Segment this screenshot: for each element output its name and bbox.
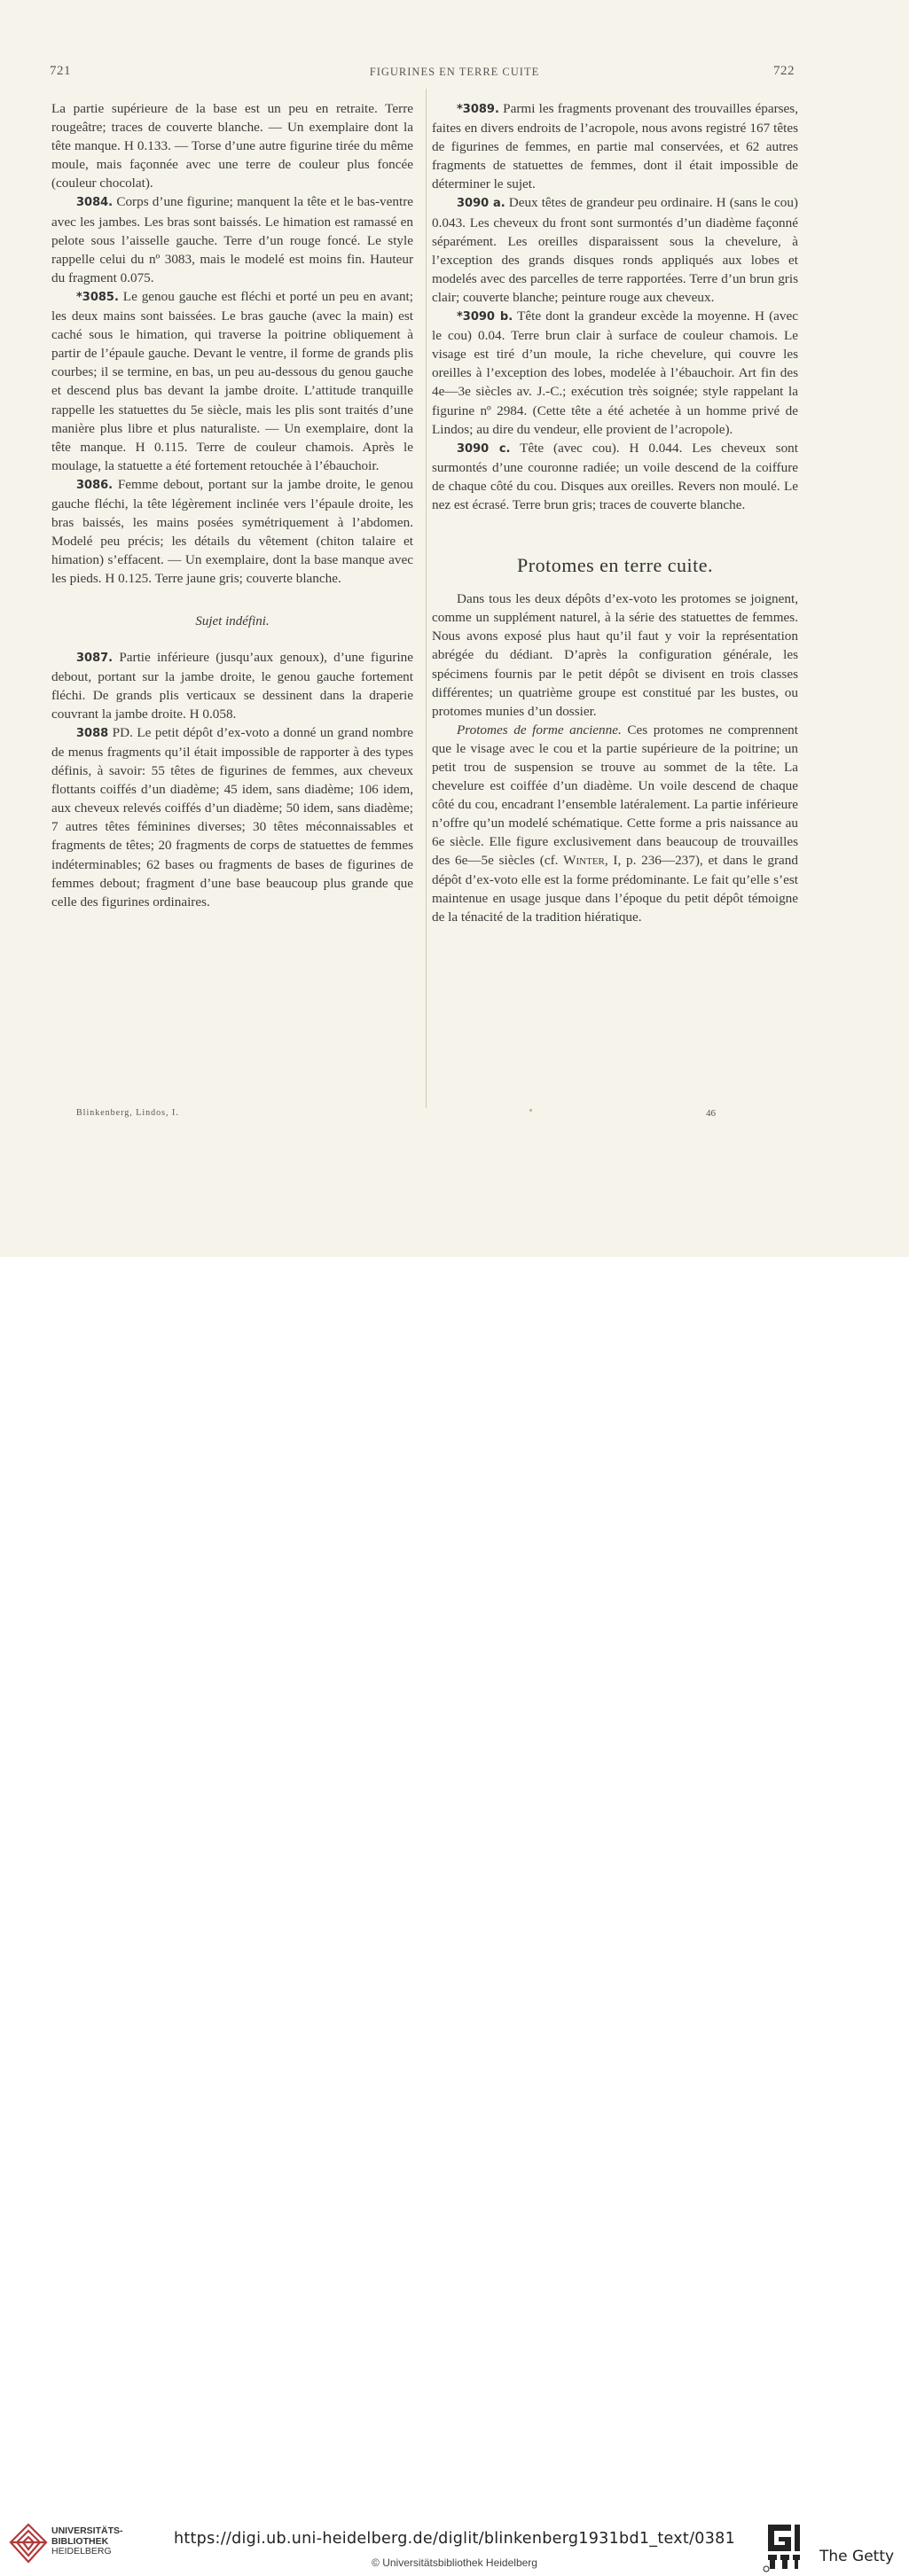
entry-number: *3089.	[457, 103, 499, 116]
entry-3088	[51, 723, 413, 911]
entry-text: Femme debout, portant sur la jambe droite, le genou gauche fléchi, la tête légèrement inclinée vers l’épaule droite, les bras baissés, les mains posées symétriquement à l’abdomen. Modelé peu précis; les détails du vêtement (chiton talaire et himation) s’effacent. — Un exemplaire, dont la base manque avec les pieds. H 0.125. Terre jaune gris; couverte blanche.	[51, 476, 413, 587]
running-title: FIGURINES EN TERRE CUITE	[369, 66, 540, 78]
paragraph-text: Ces protomes ne comprennent que le visage avec le cou et la partie supérieure de la poitrine; un petit trou de suspension se trouve au sommet de la tête. La chevelure est coiffée d’un diadème. Un voile descend de chaque côté du cou, encadrant l’ensemble latéralement. La partie inférieure n’offre qu’un modelé schématique. Cette forme a pris naissance au 6e siècle. Elle figure exclusivement dans beaucoup de trouvailles des 6e—5e siècles (cf.	[432, 722, 798, 869]
entry-number: *3090 b.	[457, 310, 513, 324]
sheet-number: 46	[706, 1108, 716, 1119]
entry-text: Partie inférieure (jusqu’aux genoux), d’une figurine debout, portant sur la jambe droite, le genou gauche fortement fléchi. De grands plis verticaux se dessinent dans la draperie couvrant la jambe droite. H 0.058.	[51, 649, 413, 722]
page-speck	[529, 1109, 532, 1112]
paragraph	[432, 721, 798, 926]
entry-number: 3090 c.	[457, 441, 511, 456]
entry-number: 3088	[76, 726, 109, 740]
entry-number: 3086.	[76, 478, 114, 492]
copyright-notice: © Universitätsbibliothek Heidelberg	[372, 2556, 537, 2569]
partner-name[interactable]: The Getty	[819, 2548, 895, 2565]
entry-3085	[51, 287, 413, 475]
entry-text: PD. Le petit dépôt d’ex-voto a donné un grand nombre de menus fragments qu’il était impossible de rapporter à des types définis, à savoir: 55 têtes de figurines de femmes, aux cheveux flottants coiffés d’un diadème; 45 idem, sans diadème; 106 idem, aux cheveux relevés coiffés d’un diadème; 50 idem, sans diadème; 7 autres têtes féminines diverses; 30 têtes méconnaissables et fragments de têtes; 20 fragments de corps de statuettes de femmes indéterminables; 62 bases ou fragments de bases de figurines de femmes debout; fragment d’une base beaucoup plus grande que celle des figurines ordinaires.	[51, 724, 413, 909]
entry-number: 3090 a.	[457, 197, 505, 211]
paragraph: La partie supérieure de la base est un peu en retraite. Terre rougeâtre; traces de couverte blanche. — Un exemplaire dont la tête manque. H 0.133. — Torse d’une autre figurine tirée du même moule, mais façonnée avec une terre de couleur plus foncée (couleur chocolat).	[51, 101, 413, 191]
paragraph-text: , I, p. 236—237), et dans le grand dépôt d’ex-voto elle est la forme prédominante. Le fait qu’elle s’est maintenue en usage jusque dans l’époque du petit dépôt témoigne de la ténacité de la tradition hiératique.	[432, 853, 798, 925]
right-page-number: 722	[773, 64, 795, 78]
entry-text: Corps d’une figurine; manquent la tête et le bas-ventre avec les jambes. Les bras sont baissés. Le himation est ramassé en pelote sous l’aisselle gauche. Terre d’un rouge foncé. Le style rappelle celui du nº 3083, mais le modelé est moins fin. Hauteur du fragment 0.075.	[51, 194, 413, 285]
viewer-footer-bar	[0, 1257, 909, 2569]
document-url-link[interactable]: https://digi.ub.uni-heidelberg.de/diglit/blinkenberg1931bd1_text/0381	[173, 2530, 736, 2548]
entry-3086	[51, 475, 413, 589]
entry-3090b	[432, 307, 798, 439]
section-heading: Sujet indéfini.	[195, 614, 270, 629]
subheading: Protomes de forme ancienne.	[457, 722, 622, 738]
entry-text: Deux têtes de grandeur peu ordinaire. H (sans le cou) 0.043. Les cheveux du front sont surmontés d’un diadème façonné séparément. Les oreilles disparaissent sous la chevelure, à l’exception des grands disques ronds appliqués aux lobes et modelés avec des parcelles de terre rapportées. Terre d’un brun gris clair; couverte blanche; peinture rouge aux cheveux.	[432, 195, 798, 305]
entry-number: 3084.	[76, 196, 114, 210]
section-heading: Protomes en terre cuite.	[517, 554, 713, 577]
entry-text: Tête (avec cou). H 0.044. Les cheveux sont surmontés d’une couronne radiée; un voile descend de la coiffure de chaque côté du cou. Disques aux oreilles. Revers non moulé. Le nez est écrasé. Terre brun gris; traces de couverte blanche.	[432, 440, 798, 512]
column-divider	[426, 89, 427, 1108]
right-column	[432, 99, 798, 926]
entry-text: Tête dont la grandeur excède la moyenne. H (avec le cou) 0.04. Terre brun clair à surface de couleur chamois. Le visage est tiré d’un moule, la riche chevelure, qui couvre les oreilles à l’exception des lobes, modelée à l’ébauchoir. Art fin des 4e—3e siècles av. J.-C.; exécution très soignée; style rappelant la figurine nº 2984. (Cette tête a été achetée à un homme privé de Lindos; au dire du vendeur, elle provient de l’acropole).	[432, 308, 799, 437]
entry-text: Le genou gauche est fléchi et porté un peu en avant; les deux mains sont baissées. Le bras gauche (avec la main) est caché sous le himation, qui traverse la poitrine obliquement à partir de l’épaule gauche. Devant le ventre, il forme de grands plis courbes; il se termine, en bas, un peu au-dessous du genou gauche et descend plus bas devant la jambe droite. L’attitude tranquille rappelle les statuettes du 5e siècle, mais les plis sont traités d’une manière plus libre et plus naturaliste. — Un exemplaire, dont la tête manque. H 0.115. Terre de couleur chamois. Après le moulage, la statuette a été fortement retouchée à l’ébauchoir.	[51, 288, 413, 473]
entry-3089	[432, 99, 798, 193]
entry-3084	[51, 192, 413, 286]
entry-number: 3087.	[76, 651, 114, 665]
entry-3087	[51, 648, 413, 723]
entry-number: *3085.	[76, 290, 119, 304]
entry-text: Parmi les fragments provenant des trouvailles éparses, faites en divers endroits de l’acropole, nous avons registré 167 têtes de figurines de femmes, en partie mal conservées, et 62 autres fragments de statuettes de femmes, dont il était impossible de déterminer le sujet.	[432, 101, 798, 192]
left-page-number: 721	[50, 64, 71, 78]
signature-mark: Blinkenberg, Lindos, I.	[76, 1108, 179, 1118]
library-line-2: BIBLIOTHEK	[51, 2535, 109, 2547]
entry-3090c	[432, 439, 798, 514]
entry-3090a	[432, 193, 798, 307]
scanned-page	[0, 0, 909, 1257]
author-name: Winter	[563, 853, 605, 869]
library-line-1: UNIVERSITÄTS-	[51, 2525, 123, 2536]
paragraph: Dans tous les deux dépôts d’ex-voto les protomes se joignent, comme un supplément naturel, à la série des statuettes de femmes. Nous avons exposé plus haut qu’il faut y voir la représentation abrégée du dédiant. D’après la configuration générale, les spécimens fournis par le petit dépôt se divisent en trois classes différentes; un quatrième groupe est constitué par les bustes, ou protomes munies d’un dossier.	[432, 591, 798, 719]
left-column	[51, 99, 413, 911]
library-line-3: HEIDELBERG	[51, 2546, 112, 2556]
getty-logo-icon[interactable]	[763, 2523, 805, 2576]
